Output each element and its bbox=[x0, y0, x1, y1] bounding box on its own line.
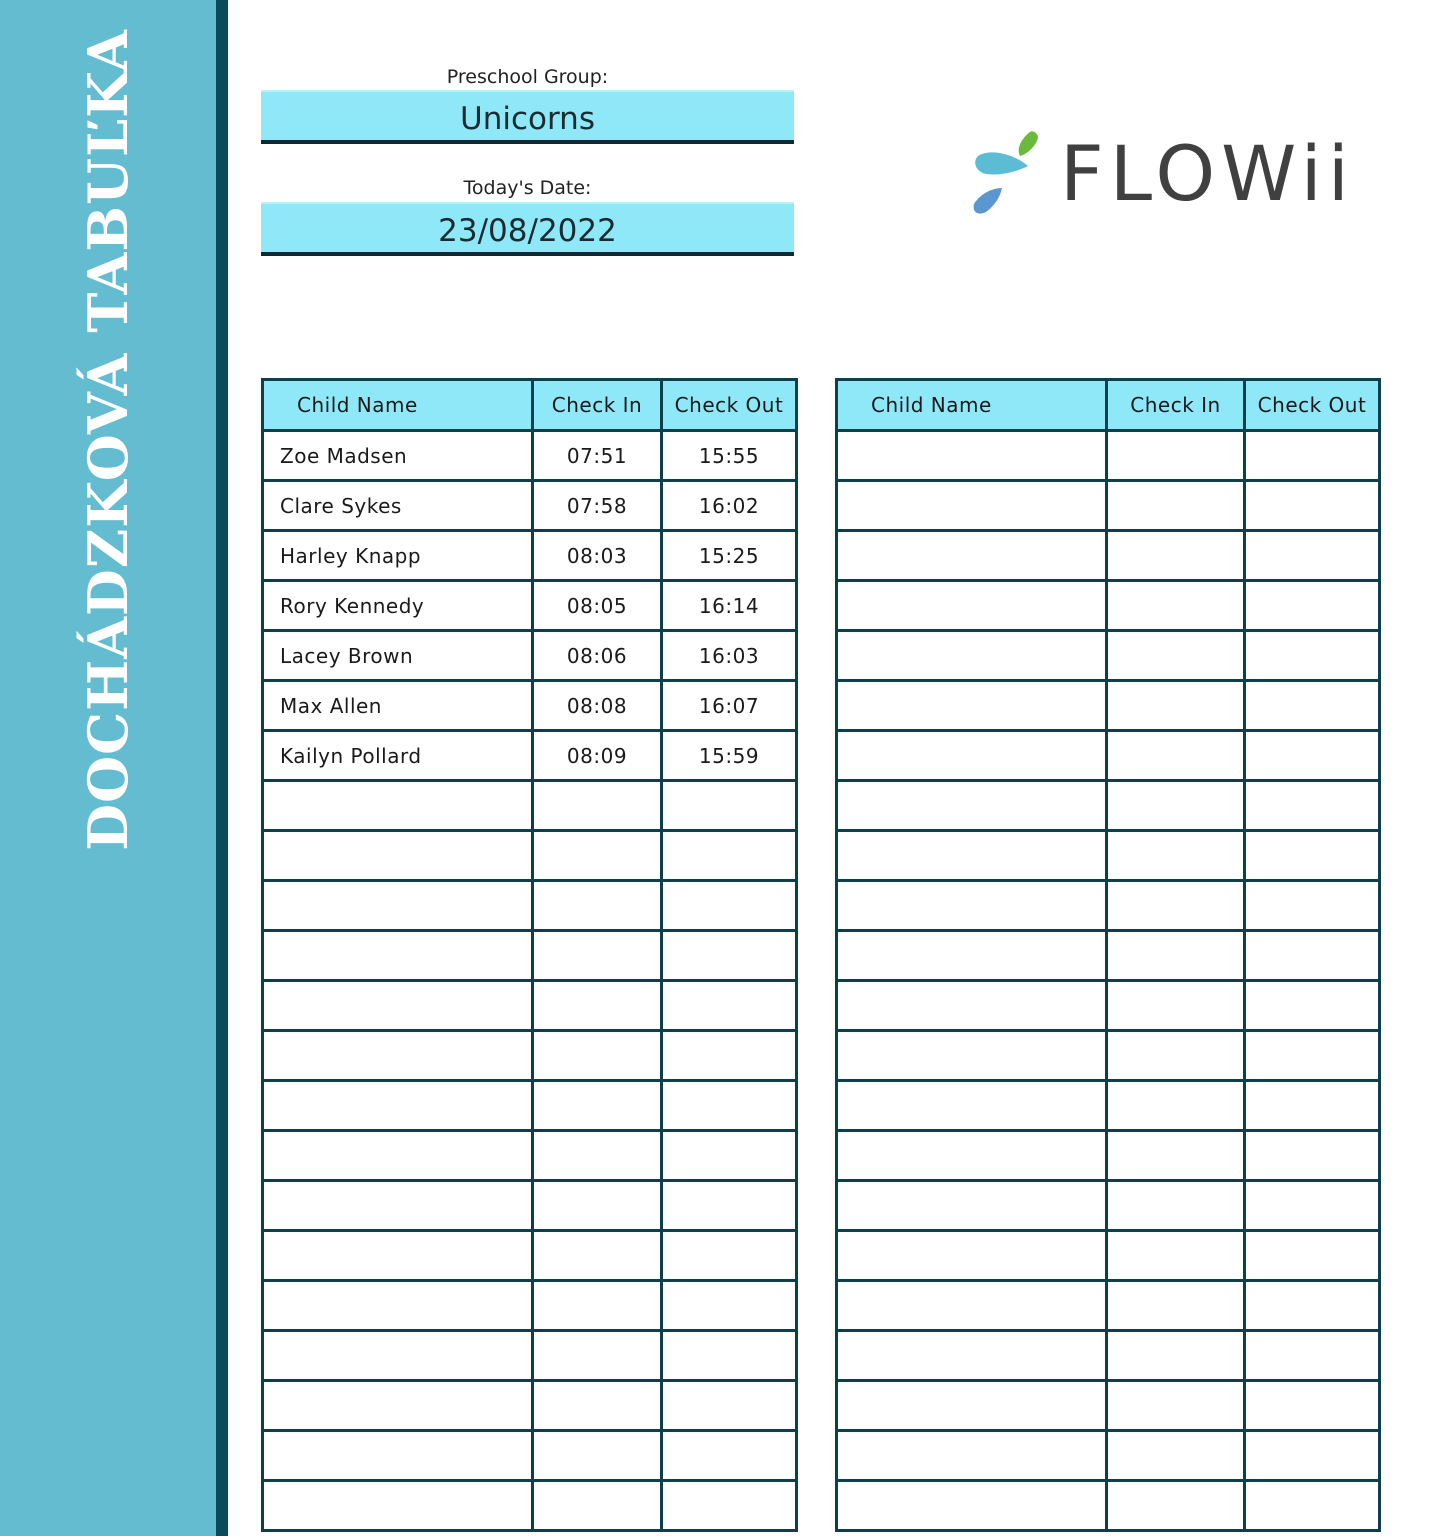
check-in-cell[interactable] bbox=[1107, 781, 1245, 831]
table-row bbox=[263, 1081, 797, 1131]
child-name-cell[interactable] bbox=[837, 1231, 1107, 1281]
child-name-cell[interactable] bbox=[263, 981, 533, 1031]
table-row bbox=[837, 581, 1380, 631]
child-name-cell[interactable] bbox=[263, 931, 533, 981]
table-row bbox=[263, 831, 797, 881]
child-name-cell[interactable] bbox=[263, 781, 533, 831]
table-row bbox=[263, 731, 797, 781]
child-name-cell[interactable] bbox=[263, 881, 533, 931]
check-in-cell[interactable] bbox=[1107, 731, 1245, 781]
check-out-cell[interactable] bbox=[662, 981, 797, 1031]
table-row bbox=[263, 1431, 797, 1481]
check-in-cell[interactable] bbox=[533, 1131, 662, 1181]
table-row bbox=[263, 681, 797, 731]
table-row bbox=[837, 631, 1380, 681]
child-name-cell[interactable] bbox=[263, 1381, 533, 1431]
table-row bbox=[263, 631, 797, 681]
check-out-cell[interactable]: 16:02 bbox=[662, 481, 797, 531]
table-row bbox=[837, 781, 1380, 831]
check-out-cell[interactable] bbox=[662, 1231, 797, 1281]
check-in-cell[interactable] bbox=[1107, 881, 1245, 931]
table-row bbox=[837, 431, 1380, 481]
table-row bbox=[837, 881, 1380, 931]
check-out-cell[interactable] bbox=[662, 931, 797, 981]
table-row bbox=[263, 931, 797, 981]
check-in-cell[interactable] bbox=[533, 1431, 662, 1481]
child-name-cell[interactable] bbox=[837, 931, 1107, 981]
check-in-cell[interactable]: 08:06 bbox=[533, 631, 662, 681]
check-in-cell[interactable] bbox=[1107, 931, 1245, 981]
table-row bbox=[837, 931, 1380, 981]
header-check-out: Check Out bbox=[1245, 380, 1380, 431]
check-in-cell[interactable]: 07:58 bbox=[533, 481, 662, 531]
child-name-cell[interactable] bbox=[837, 1481, 1107, 1531]
header-check-in: Check In bbox=[533, 380, 662, 431]
check-out-cell[interactable]: 16:14 bbox=[662, 581, 797, 631]
check-in-cell[interactable] bbox=[533, 1481, 662, 1531]
table-row bbox=[263, 431, 797, 481]
child-name-cell[interactable] bbox=[837, 831, 1107, 881]
flowii-logo bbox=[968, 128, 1355, 220]
date-field[interactable]: 23/08/2022 bbox=[261, 202, 794, 256]
check-out-cell[interactable] bbox=[662, 881, 797, 931]
date-label: Today's Date: bbox=[463, 177, 592, 199]
child-name-cell[interactable] bbox=[837, 531, 1107, 581]
check-out-cell[interactable] bbox=[1245, 1131, 1380, 1181]
check-out-cell[interactable] bbox=[1245, 631, 1380, 681]
table-row bbox=[263, 1031, 797, 1081]
child-name-cell[interactable]: Harley Knapp bbox=[263, 531, 533, 581]
check-in-cell[interactable] bbox=[533, 981, 662, 1031]
check-in-cell[interactable] bbox=[533, 1281, 662, 1331]
check-out-cell[interactable] bbox=[1245, 1181, 1380, 1231]
check-in-cell[interactable] bbox=[533, 1031, 662, 1081]
child-name-cell[interactable]: Kailyn Pollard bbox=[263, 731, 533, 781]
check-out-cell[interactable] bbox=[1245, 481, 1380, 531]
check-in-cell[interactable] bbox=[1107, 1081, 1245, 1131]
check-in-cell[interactable] bbox=[533, 881, 662, 931]
table-row bbox=[263, 1481, 797, 1531]
child-name-cell[interactable] bbox=[837, 981, 1107, 1031]
table-row bbox=[837, 1031, 1380, 1081]
child-name-cell[interactable] bbox=[263, 1181, 533, 1231]
table-row bbox=[263, 781, 797, 831]
child-name-cell[interactable] bbox=[263, 1081, 533, 1131]
check-out-cell[interactable] bbox=[1245, 431, 1380, 481]
check-out-cell[interactable] bbox=[662, 1381, 797, 1431]
check-in-cell[interactable] bbox=[1107, 1281, 1245, 1331]
child-name-cell[interactable] bbox=[837, 1031, 1107, 1081]
table-row bbox=[263, 1131, 797, 1181]
check-out-cell[interactable]: 15:55 bbox=[662, 431, 797, 481]
table-row bbox=[837, 1231, 1380, 1281]
check-in-cell[interactable] bbox=[1107, 1181, 1245, 1231]
check-out-cell[interactable] bbox=[662, 1181, 797, 1231]
child-name-cell[interactable]: Clare Sykes bbox=[263, 481, 533, 531]
check-in-cell[interactable] bbox=[1107, 631, 1245, 681]
table-row bbox=[837, 831, 1380, 881]
check-out-cell[interactable] bbox=[1245, 531, 1380, 581]
sidebar-divider bbox=[216, 0, 228, 1536]
check-out-cell[interactable] bbox=[1245, 931, 1380, 981]
child-name-cell[interactable] bbox=[837, 481, 1107, 531]
check-out-cell[interactable] bbox=[662, 831, 797, 881]
table-row bbox=[837, 1131, 1380, 1181]
child-name-cell[interactable] bbox=[837, 1131, 1107, 1181]
child-name-cell[interactable] bbox=[837, 1081, 1107, 1131]
table-header-row bbox=[263, 380, 797, 431]
check-in-cell[interactable]: 08:03 bbox=[533, 531, 662, 581]
table-row bbox=[263, 981, 797, 1031]
table-row bbox=[263, 881, 797, 931]
table-row bbox=[263, 531, 797, 581]
check-in-cell[interactable] bbox=[1107, 1431, 1245, 1481]
table-row bbox=[837, 731, 1380, 781]
table-row bbox=[837, 981, 1380, 1031]
check-in-cell[interactable] bbox=[533, 1181, 662, 1231]
child-name-cell[interactable] bbox=[837, 631, 1107, 681]
check-out-cell[interactable] bbox=[662, 1331, 797, 1381]
child-name-cell[interactable] bbox=[263, 1331, 533, 1381]
table-row bbox=[263, 1381, 797, 1431]
child-name-cell[interactable] bbox=[263, 1281, 533, 1331]
child-name-cell[interactable] bbox=[263, 1481, 533, 1531]
child-name-cell[interactable] bbox=[263, 1431, 533, 1481]
check-in-cell[interactable] bbox=[1107, 1231, 1245, 1281]
check-in-cell[interactable] bbox=[1107, 581, 1245, 631]
child-name-cell[interactable] bbox=[837, 681, 1107, 731]
check-out-cell[interactable]: 16:03 bbox=[662, 631, 797, 681]
table-row bbox=[263, 1281, 797, 1331]
check-in-cell[interactable] bbox=[1107, 531, 1245, 581]
check-out-cell[interactable] bbox=[1245, 681, 1380, 731]
child-name-cell[interactable] bbox=[837, 731, 1107, 781]
child-name-cell[interactable] bbox=[263, 831, 533, 881]
check-out-cell[interactable] bbox=[662, 1031, 797, 1081]
child-name-cell[interactable] bbox=[837, 1431, 1107, 1481]
check-in-cell[interactable] bbox=[533, 831, 662, 881]
check-in-cell[interactable]: 08:08 bbox=[533, 681, 662, 731]
check-out-cell[interactable] bbox=[1245, 781, 1380, 831]
check-in-cell[interactable] bbox=[1107, 681, 1245, 731]
child-name-cell[interactable] bbox=[263, 1231, 533, 1281]
check-out-cell[interactable] bbox=[662, 1281, 797, 1331]
check-out-cell[interactable] bbox=[1245, 881, 1380, 931]
check-in-cell[interactable]: 08:05 bbox=[533, 581, 662, 631]
check-in-cell[interactable] bbox=[533, 1231, 662, 1281]
child-name-cell[interactable]: Lacey Brown bbox=[263, 631, 533, 681]
table-row bbox=[263, 581, 797, 631]
check-out-cell[interactable] bbox=[1245, 731, 1380, 781]
check-out-cell[interactable] bbox=[1245, 581, 1380, 631]
child-name-cell[interactable] bbox=[837, 781, 1107, 831]
check-out-cell[interactable] bbox=[1245, 1381, 1380, 1431]
table-row bbox=[837, 1431, 1380, 1481]
check-out-cell[interactable] bbox=[662, 1131, 797, 1181]
check-in-cell[interactable] bbox=[533, 1381, 662, 1431]
sidebar bbox=[0, 0, 216, 1536]
table-row bbox=[263, 1181, 797, 1231]
child-name-cell[interactable]: Rory Kennedy bbox=[263, 581, 533, 631]
check-out-cell[interactable] bbox=[1245, 1231, 1380, 1281]
check-out-cell[interactable] bbox=[662, 1481, 797, 1531]
check-out-cell[interactable] bbox=[1245, 1081, 1380, 1131]
check-in-cell[interactable] bbox=[1107, 1131, 1245, 1181]
check-in-cell[interactable] bbox=[533, 1081, 662, 1131]
child-name-cell[interactable] bbox=[837, 1281, 1107, 1331]
check-out-cell[interactable] bbox=[662, 1081, 797, 1131]
header-child-name: Child Name bbox=[837, 380, 1107, 431]
logo-wordmark: FLOWii bbox=[1060, 129, 1355, 218]
check-out-cell[interactable] bbox=[1245, 1031, 1380, 1081]
child-name-cell[interactable] bbox=[263, 1131, 533, 1181]
check-in-cell[interactable] bbox=[1107, 431, 1245, 481]
check-in-cell[interactable] bbox=[533, 931, 662, 981]
check-out-cell[interactable] bbox=[662, 1431, 797, 1481]
table-row bbox=[837, 531, 1380, 581]
check-in-cell[interactable] bbox=[1107, 1031, 1245, 1081]
table-row bbox=[837, 1081, 1380, 1131]
table-row bbox=[837, 1281, 1380, 1331]
check-in-cell[interactable] bbox=[1107, 981, 1245, 1031]
child-name-cell[interactable] bbox=[263, 1031, 533, 1081]
table-header-row bbox=[837, 380, 1380, 431]
table-row bbox=[837, 1381, 1380, 1431]
header-check-in: Check In bbox=[1107, 380, 1245, 431]
header-check-out: Check Out bbox=[662, 380, 797, 431]
sidebar-title: DOCHÁDZKOVÁ TABUĽKA bbox=[76, 29, 140, 851]
check-out-cell[interactable]: 15:59 bbox=[662, 731, 797, 781]
check-in-cell[interactable] bbox=[1107, 1381, 1245, 1431]
table-row bbox=[837, 1181, 1380, 1231]
check-in-cell[interactable] bbox=[1107, 1481, 1245, 1531]
check-out-cell[interactable] bbox=[1245, 831, 1380, 881]
check-in-cell[interactable] bbox=[533, 1331, 662, 1381]
check-in-cell[interactable] bbox=[1107, 481, 1245, 531]
header-child-name: Child Name bbox=[263, 380, 533, 431]
child-name-cell[interactable] bbox=[837, 1381, 1107, 1431]
table-row bbox=[263, 1331, 797, 1381]
check-in-cell[interactable] bbox=[1107, 1331, 1245, 1381]
check-out-cell[interactable]: 15:25 bbox=[662, 531, 797, 581]
table-row bbox=[837, 681, 1380, 731]
table-row bbox=[837, 1481, 1380, 1531]
table-row bbox=[837, 1331, 1380, 1381]
check-out-cell[interactable] bbox=[1245, 1431, 1380, 1481]
child-name-cell[interactable] bbox=[837, 881, 1107, 931]
child-name-cell[interactable] bbox=[837, 1181, 1107, 1231]
check-out-cell[interactable] bbox=[1245, 981, 1380, 1031]
group-label: Preschool Group: bbox=[446, 66, 609, 88]
check-in-cell[interactable] bbox=[533, 781, 662, 831]
child-name-cell[interactable] bbox=[837, 431, 1107, 481]
attendance-table-right bbox=[835, 378, 1381, 1532]
attendance-table-left bbox=[261, 378, 798, 1532]
check-out-cell[interactable]: 16:07 bbox=[662, 681, 797, 731]
check-in-cell[interactable]: 07:51 bbox=[533, 431, 662, 481]
child-name-cell[interactable]: Max Allen bbox=[263, 681, 533, 731]
table-row bbox=[263, 481, 797, 531]
child-name-cell[interactable] bbox=[837, 581, 1107, 631]
check-out-cell[interactable] bbox=[662, 781, 797, 831]
check-out-cell[interactable] bbox=[1245, 1481, 1380, 1531]
table-row bbox=[837, 481, 1380, 531]
group-field[interactable]: Unicorns bbox=[261, 90, 794, 144]
check-out-cell[interactable] bbox=[1245, 1331, 1380, 1381]
flowii-drops-icon bbox=[968, 128, 1048, 220]
check-out-cell[interactable] bbox=[1245, 1281, 1380, 1331]
table-row bbox=[263, 1231, 797, 1281]
check-in-cell[interactable] bbox=[1107, 831, 1245, 881]
check-in-cell[interactable]: 08:09 bbox=[533, 731, 662, 781]
child-name-cell[interactable] bbox=[837, 1331, 1107, 1381]
child-name-cell[interactable]: Zoe Madsen bbox=[263, 431, 533, 481]
